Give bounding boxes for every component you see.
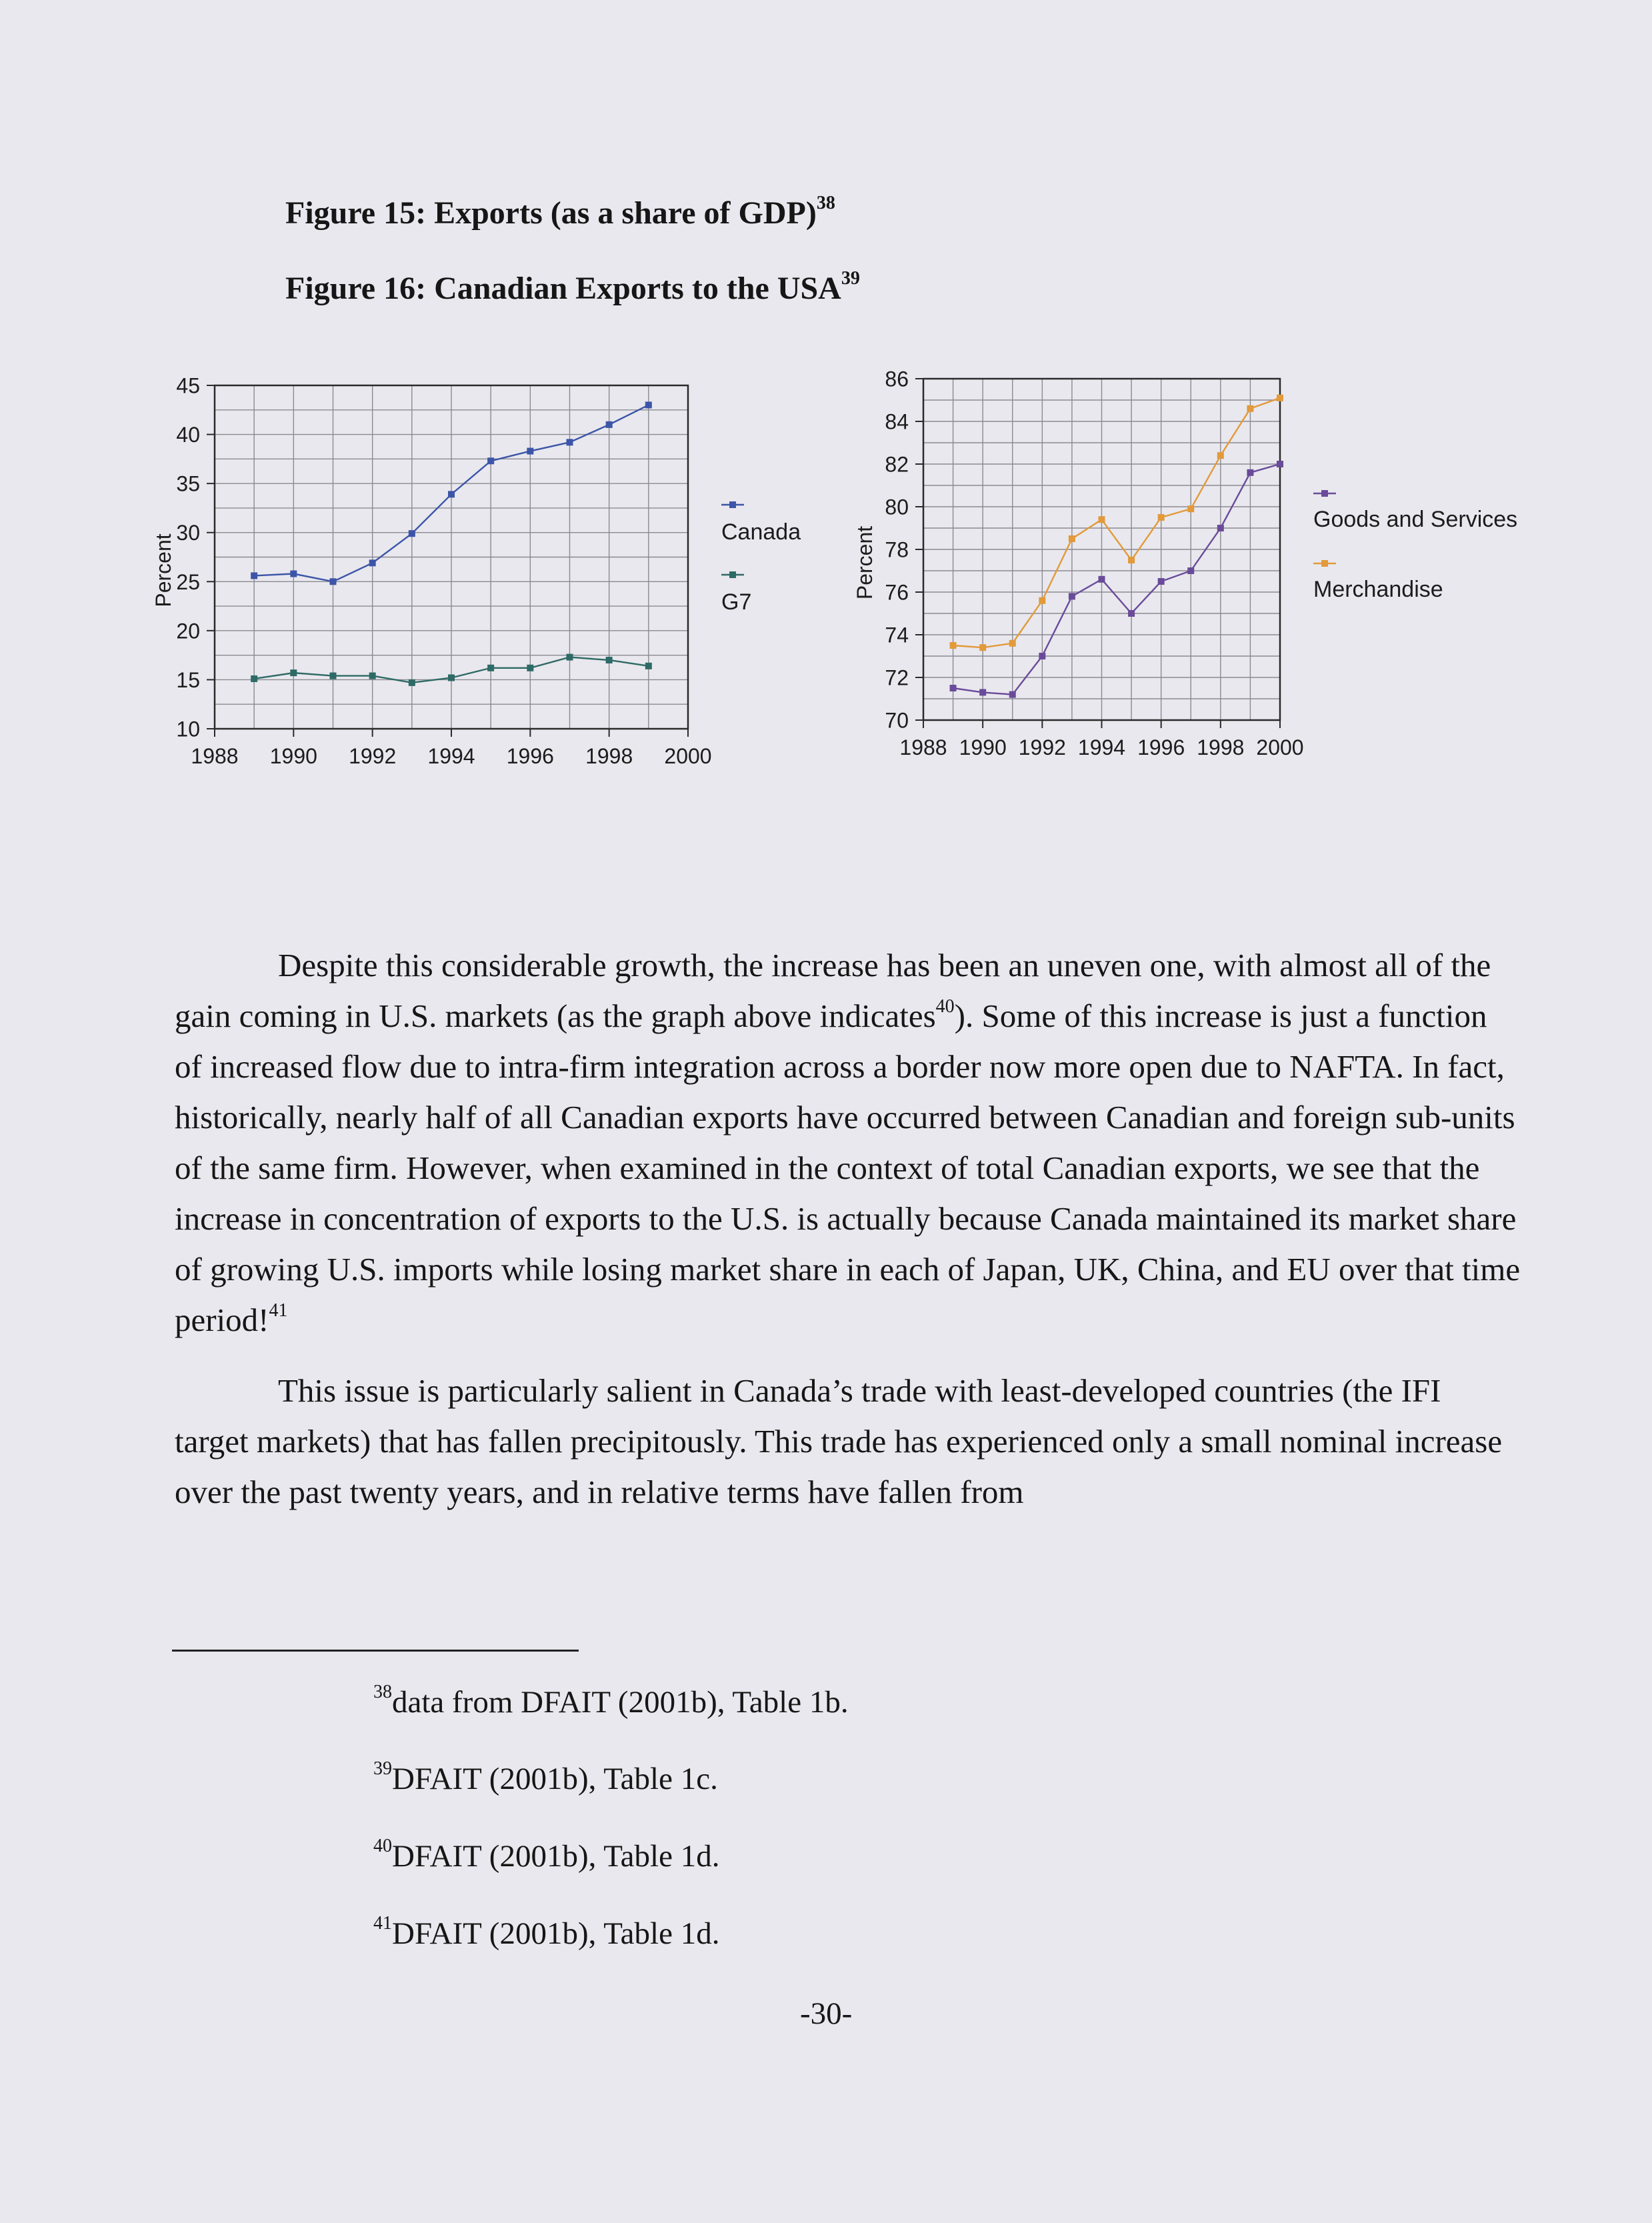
legend-label: G7 <box>721 589 752 615</box>
data-point <box>1247 405 1253 412</box>
data-point <box>1099 576 1105 583</box>
footnote-text: data from DFAIT (2001b), Table 1b. <box>392 1685 849 1720</box>
data-point <box>330 578 337 585</box>
data-point <box>1277 461 1283 467</box>
y-tick-label: 72 <box>885 665 909 690</box>
x-tick-label: 1990 <box>959 735 1007 759</box>
data-point <box>1039 597 1045 604</box>
data-point <box>1187 567 1194 574</box>
data-point <box>567 439 573 445</box>
data-point <box>1158 578 1165 585</box>
x-tick-label: 1998 <box>585 744 633 768</box>
footnote-number: 41 <box>373 1913 392 1934</box>
paragraph-2: This issue is particularly salient in Canada’s trade with least-developed countries (the IFI target markets) that has fallen precipitously. This trade has experienced only a small nominal increase over the past twenty years, and in relative terms have fallen from <box>175 1372 1503 1510</box>
canadian-exports-usa-chart <box>847 357 1533 783</box>
x-tick-label: 1988 <box>191 744 239 768</box>
x-tick-label: 2000 <box>1256 735 1304 759</box>
data-point <box>645 663 652 669</box>
legend-label: Goods and Services <box>1313 507 1518 532</box>
x-tick-label: 1994 <box>1077 735 1126 759</box>
footnote-text: DFAIT (2001b), Table 1c. <box>392 1762 718 1796</box>
series-line-merchandise <box>953 398 1280 647</box>
data-point <box>1069 535 1075 542</box>
footnote-40 <box>373 1838 719 1874</box>
data-point <box>1217 525 1224 531</box>
data-point <box>369 559 376 566</box>
y-tick-label: 40 <box>176 423 200 447</box>
y-tick-label: 76 <box>885 580 909 605</box>
data-point <box>290 669 297 676</box>
data-point <box>527 665 533 671</box>
legend-swatch-marker <box>1321 560 1328 567</box>
body-text <box>175 940 1521 1518</box>
y-tick-label: 74 <box>885 623 909 647</box>
footnote-number: 38 <box>373 1682 392 1702</box>
legend-label: Merchandise <box>1313 577 1443 602</box>
data-point <box>1217 452 1224 459</box>
y-tick-label: 80 <box>885 495 909 519</box>
data-point <box>567 654 573 661</box>
y-tick-label: 30 <box>176 521 200 545</box>
data-point <box>330 673 337 679</box>
x-tick-label: 1994 <box>427 744 475 768</box>
paragraph-1-part-a: Despite this considerable growth, the increase has been an uneven one, with almost all of the gain coming in U.S. markets (as the graph above indicates <box>175 947 1491 1034</box>
paragraph-1 <box>175 940 1521 1346</box>
x-tick-label: 1998 <box>1197 735 1245 759</box>
data-point <box>979 689 986 695</box>
legend-swatch-marker <box>1321 490 1328 497</box>
data-point <box>606 421 613 428</box>
paragraph-1-part-b: ). Some of this increase is just a function of increased flow due to intra-firm integration across a border now more open due to NAFTA. In fact, historically, nearly half of all Canadian exports have occurred between Canadian and foreign sub-units of the same firm. However, when examined in the context of total Canadian exports, we see that the increase in concentration of exports to the U.S. is actually because Canada maintained its market share of growing U.S. imports while losing market share in each of Japan, UK, China, and EU over that time period! <box>175 997 1521 1338</box>
y-tick-label: 78 <box>885 537 909 562</box>
data-point <box>448 491 455 497</box>
data-point <box>1009 691 1016 698</box>
y-tick-label: 15 <box>176 667 200 692</box>
x-tick-label: 1988 <box>899 735 947 759</box>
y-tick-label: 45 <box>176 373 200 398</box>
data-point <box>290 571 297 577</box>
x-tick-label: 1992 <box>349 744 397 768</box>
y-tick-label: 84 <box>885 409 909 434</box>
x-tick-label: 2000 <box>664 744 712 768</box>
data-point <box>1009 640 1016 647</box>
data-point <box>1277 395 1283 401</box>
footnote-39 <box>373 1758 718 1797</box>
data-point <box>1128 557 1135 563</box>
footnote-number: 39 <box>373 1758 392 1779</box>
data-point <box>1187 505 1194 512</box>
data-point <box>645 401 652 408</box>
footnote-ref-39: 39 <box>841 268 860 289</box>
legend-label: Canada <box>721 519 801 545</box>
data-point <box>487 665 494 671</box>
data-point <box>1128 610 1135 617</box>
footnote-38 <box>373 1684 849 1720</box>
data-point <box>606 657 613 663</box>
figure-15-title <box>285 195 835 231</box>
x-tick-label: 1990 <box>269 744 317 768</box>
y-tick-label: 20 <box>176 619 200 643</box>
footnote-ref-41: 41 <box>269 1300 288 1321</box>
series-line-goods-and-services <box>953 464 1280 695</box>
footnote-41 <box>373 1913 720 1952</box>
data-point <box>409 679 415 686</box>
y-axis-label: Percent <box>853 525 877 600</box>
data-point <box>950 685 957 691</box>
data-point <box>251 675 257 682</box>
data-point <box>409 530 415 537</box>
footnote-ref-38: 38 <box>816 193 835 213</box>
data-point <box>487 457 494 464</box>
y-tick-label: 25 <box>176 569 200 594</box>
x-tick-label: 1996 <box>1137 735 1185 759</box>
figure-16-title-text: Figure 16: Canadian Exports to the USA <box>285 271 841 306</box>
data-point <box>1039 653 1045 659</box>
data-point <box>448 674 455 681</box>
y-tick-label: 86 <box>885 367 909 391</box>
data-point <box>527 448 533 455</box>
data-point <box>251 572 257 579</box>
figure-16-title <box>285 270 860 307</box>
legend-swatch-marker <box>729 571 736 578</box>
legend-swatch-marker <box>729 501 736 508</box>
footnote-text: DFAIT (2001b), Table 1d. <box>392 1916 720 1951</box>
x-tick-label: 1996 <box>506 744 554 768</box>
footnote-divider <box>172 1650 579 1652</box>
y-axis-label: Percent <box>151 533 175 607</box>
y-tick-label: 35 <box>176 471 200 496</box>
y-tick-label: 70 <box>885 708 909 733</box>
data-point <box>1099 516 1105 523</box>
data-point <box>950 642 957 649</box>
figure-15-title-text: Figure 15: Exports (as a share of GDP) <box>285 195 817 231</box>
data-point <box>369 673 376 679</box>
data-point <box>1158 514 1165 521</box>
footnote-text: DFAIT (2001b), Table 1d. <box>392 1839 720 1874</box>
x-tick-label: 1992 <box>1018 735 1066 759</box>
data-point <box>979 644 986 651</box>
footnote-number: 40 <box>373 1836 392 1856</box>
data-point <box>1247 469 1253 476</box>
footnote-ref-40: 40 <box>935 996 955 1017</box>
page-number: -30- <box>800 1996 853 2031</box>
exports-share-gdp-chart <box>147 363 801 790</box>
y-tick-label: 82 <box>885 452 909 477</box>
data-point <box>1069 593 1075 599</box>
y-tick-label: 10 <box>176 717 200 741</box>
